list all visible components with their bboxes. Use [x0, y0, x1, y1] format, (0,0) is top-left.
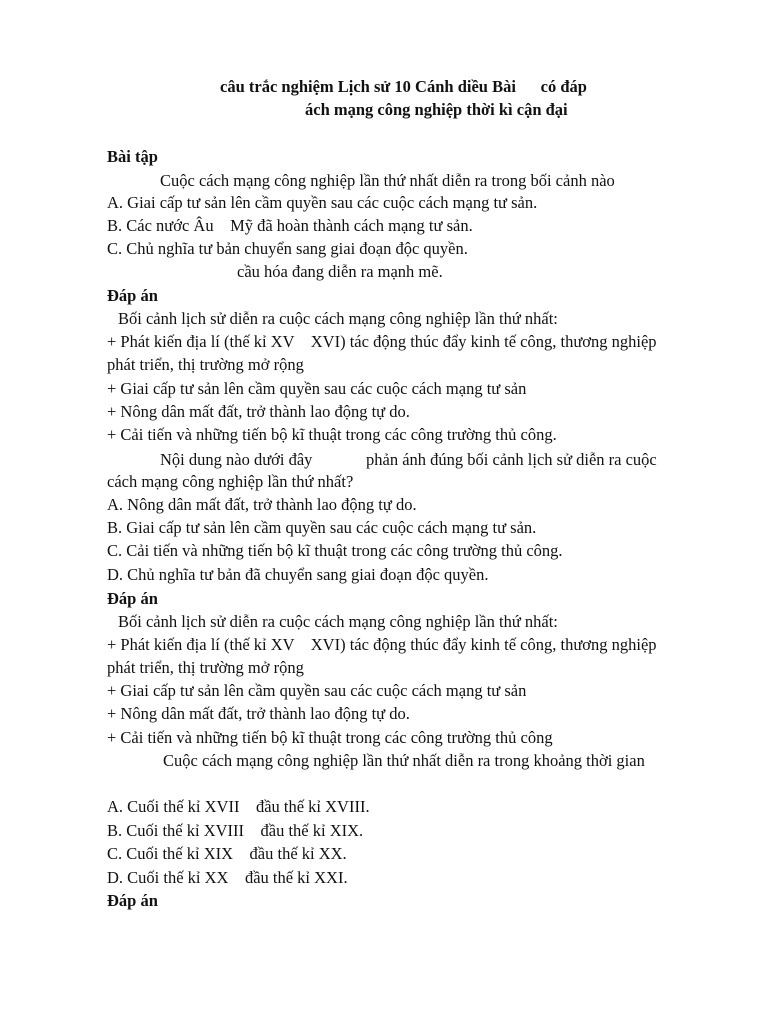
- document-title-line-1: câu trắc nghiệm Lịch sử 10 Cánh diều Bài có đáp: [220, 77, 587, 96]
- q3-option-c: C. Cuối thế kỉ XIX đầu thế kỉ XX.: [107, 844, 347, 863]
- q2-answer-label: Đáp án: [107, 589, 158, 608]
- q2-answer-line: + Nông dân mất đất, trở thành lao động tự do.: [107, 704, 410, 723]
- q2-option-d: D. Chủ nghĩa tư bản đã chuyển sang giai đoạn độc quyền.: [107, 565, 489, 584]
- q3-answer-label: Đáp án: [107, 891, 158, 910]
- q2-answer-line: + Cải tiến và những tiến bộ kĩ thuật trong các công trường thủ công: [107, 728, 553, 747]
- q2-option-a: A. Nông dân mất đất, trở thành lao động tự do.: [107, 495, 417, 514]
- q2-question-line-2: cách mạng công nghiệp lần thứ nhất?: [107, 472, 354, 491]
- q3-question: Cuộc cách mạng công nghiệp lần thứ nhất diễn ra trong khoảng thời gian: [163, 751, 645, 770]
- document-title-line-2: ách mạng công nghiệp thời kì cận đại: [305, 100, 568, 119]
- q2-answer-line: phát triển, thị trường mở rộng: [107, 658, 304, 677]
- q1-option-d: cầu hóa đang diễn ra mạnh mẽ.: [237, 262, 443, 281]
- q1-answer-line: + Nông dân mất đất, trở thành lao động tự do.: [107, 402, 410, 421]
- q3-option-d: D. Cuối thế kỉ XX đầu thế kỉ XXI.: [107, 868, 348, 887]
- q2-answer-line: + Phát kiến địa lí (thế kỉ XV XVI) tác động thúc đẩy kinh tế công, thương nghiệp: [107, 635, 657, 654]
- q3-option-a: A. Cuối thế kỉ XVII đầu thế kỉ XVIII.: [107, 797, 370, 816]
- q1-option-a: A. Giai cấp tư sản lên cầm quyền sau các cuộc cách mạng tư sản.: [107, 193, 538, 212]
- q1-answer-line: + Cải tiến và những tiến bộ kĩ thuật trong các công trường thủ công.: [107, 425, 557, 444]
- q1-answer-line: + Phát kiến địa lí (thế kỉ XV XVI) tác động thúc đẩy kinh tế công, thương nghiệp: [107, 332, 657, 351]
- q1-answer-line: phát triển, thị trường mở rộng: [107, 355, 304, 374]
- q3-option-b: B. Cuối thế kỉ XVIII đầu thế kỉ XIX.: [107, 821, 364, 840]
- q1-question: Cuộc cách mạng công nghiệp lần thứ nhất diễn ra trong bối cảnh nào: [160, 171, 615, 190]
- q2-answer-line: + Giai cấp tư sản lên cầm quyền sau các cuộc cách mạng tư sản: [107, 681, 527, 700]
- q1-option-c: C. Chủ nghĩa tư bản chuyển sang giai đoạn độc quyền.: [107, 239, 468, 258]
- q2-option-b: B. Giai cấp tư sản lên cầm quyền sau các cuộc cách mạng tư sản.: [107, 518, 537, 537]
- q1-option-b: B. Các nước Âu Mỹ đã hoàn thành cách mạng tư sản.: [107, 216, 473, 235]
- q1-answer-line: + Giai cấp tư sản lên cầm quyền sau các cuộc cách mạng tư sản: [107, 379, 527, 398]
- q1-answer-label: Đáp án: [107, 286, 158, 305]
- section-heading: Bài tập: [107, 147, 158, 166]
- q2-option-c: C. Cải tiến và những tiến bộ kĩ thuật trong các công trường thủ công.: [107, 541, 563, 560]
- q2-question-line-1: Nội dung nào dưới đây phản ánh đúng bối cảnh lịch sử diễn ra cuộc: [160, 450, 657, 469]
- q1-answer-line: Bối cảnh lịch sử diễn ra cuộc cách mạng công nghiệp lần thứ nhất:: [118, 309, 558, 328]
- q2-answer-line: Bối cảnh lịch sử diễn ra cuộc cách mạng công nghiệp lần thứ nhất:: [118, 612, 558, 631]
